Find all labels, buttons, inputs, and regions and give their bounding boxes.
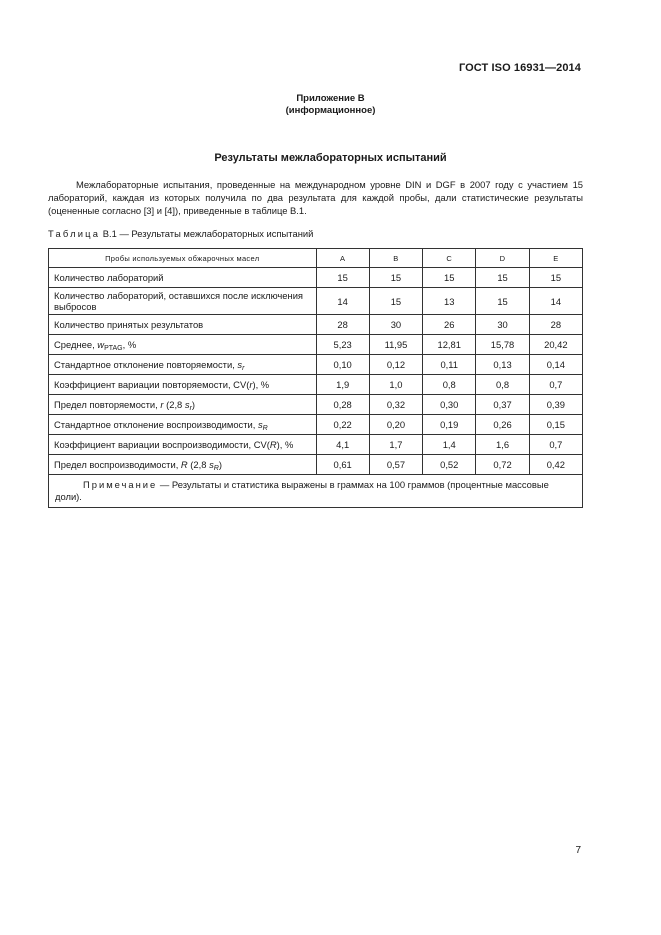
label-text: ), % xyxy=(276,439,294,450)
label-subscript-text: r xyxy=(189,405,192,412)
header-col-a: A xyxy=(316,249,369,268)
label-text: Стандартное отклонение воспроизводимости, xyxy=(54,419,258,430)
row-label: Количество принятых результатов xyxy=(49,315,317,335)
table-row xyxy=(49,315,583,335)
cell-value: 26 xyxy=(423,315,476,335)
cell-value: 0,7 xyxy=(529,435,582,455)
cell-value: 30 xyxy=(476,315,529,335)
cell-value: 0,19 xyxy=(423,415,476,435)
page-number: 7 xyxy=(575,845,581,856)
annex-subtitle: (информационное) xyxy=(285,105,376,116)
table-row xyxy=(49,268,583,288)
row-label xyxy=(49,435,317,455)
table-row xyxy=(49,395,583,415)
cell-value: 14 xyxy=(316,288,369,315)
cell-value: 5,23 xyxy=(316,335,369,355)
cell-value: 0,8 xyxy=(476,375,529,395)
table-row xyxy=(49,455,583,475)
label-text: Среднее, xyxy=(54,339,98,350)
row-label: Количество лабораторий xyxy=(49,268,317,288)
table-note-row xyxy=(49,475,583,508)
table-row xyxy=(49,435,583,455)
cell-value: 0,39 xyxy=(529,395,582,415)
intro-text: Межлабораторные испытания, проведенные на международном уровне DIN и DGF в 2007 году с участием 15 лабораторий, каждая из которых получила по два результата для каждой пробы, дали статистические результаты (оцененные согласно [3] и [4]), приведенные в таблице В.1. xyxy=(48,179,583,216)
cell-value: 15 xyxy=(529,268,582,288)
cell-value: 14 xyxy=(529,288,582,315)
cell-value: 0,26 xyxy=(476,415,529,435)
row-label xyxy=(49,355,317,375)
header-col-e: E xyxy=(529,249,582,268)
cell-value: 11,95 xyxy=(369,335,422,355)
cell-value: 13 xyxy=(423,288,476,315)
cell-value: 1,6 xyxy=(476,435,529,455)
label-subscript xyxy=(263,425,268,432)
cell-value: 15 xyxy=(423,268,476,288)
label-subscript-text: R xyxy=(262,425,268,432)
cell-value: 12,81 xyxy=(423,335,476,355)
table-row xyxy=(49,335,583,355)
cell-value: 20,42 xyxy=(529,335,582,355)
cell-value: 15 xyxy=(476,268,529,288)
cell-value: 1,9 xyxy=(316,375,369,395)
cell-value: 0,12 xyxy=(369,355,422,375)
label-subscript: PTAG xyxy=(104,345,123,352)
row-label xyxy=(49,335,317,355)
label-text: ) xyxy=(218,459,222,470)
table-row xyxy=(49,355,583,375)
label-text: (2,8 xyxy=(187,459,210,470)
results-table xyxy=(48,248,583,508)
cell-value: 0,14 xyxy=(529,355,582,375)
label-variable: s xyxy=(209,459,214,470)
cell-value: 15,78 xyxy=(476,335,529,355)
table-row xyxy=(49,288,583,315)
document-code: ГОСТ ISO 16931—2014 xyxy=(458,62,581,74)
table-note xyxy=(49,475,583,508)
header-sample-label: Пробы используемых обжарочных масел xyxy=(49,249,317,268)
table-header-row xyxy=(49,249,583,268)
label-variable: R xyxy=(180,459,188,470)
cell-value: 0,61 xyxy=(316,455,369,475)
cell-value: 0,15 xyxy=(529,415,582,435)
cell-value: 0,22 xyxy=(316,415,369,435)
cell-value: 1,7 xyxy=(369,435,422,455)
label-text: Стандартное отклонение повторяемости, xyxy=(54,359,238,370)
cell-value: 30 xyxy=(369,315,422,335)
cell-value: 0,42 xyxy=(529,455,582,475)
cell-value: 28 xyxy=(529,315,582,335)
cell-value: 1,4 xyxy=(423,435,476,455)
header-col-d: D xyxy=(476,249,529,268)
label-subscript-text: R xyxy=(213,465,219,472)
cell-value: 28 xyxy=(316,315,369,335)
cell-value: 0,20 xyxy=(369,415,422,435)
row-label xyxy=(49,415,317,435)
cell-value: 0,11 xyxy=(423,355,476,375)
label-text: (2,8 xyxy=(163,399,185,410)
label-variable: w xyxy=(97,339,105,350)
annex-title: Приложение В xyxy=(296,93,365,104)
cell-value: 0,28 xyxy=(316,395,369,415)
cell-value: 0,72 xyxy=(476,455,529,475)
label-variable: R xyxy=(269,439,277,450)
cell-value: 0,13 xyxy=(476,355,529,375)
cell-value: 15 xyxy=(316,268,369,288)
section-title: Результаты межлабораторных испытаний xyxy=(214,152,447,164)
annex-heading xyxy=(0,93,661,117)
label-text: ), % xyxy=(252,379,270,390)
label-text: Коэффициент вариации повторяемости, CV( xyxy=(54,379,250,390)
cell-value: 1,0 xyxy=(369,375,422,395)
label-subscript-text: r xyxy=(242,365,245,372)
cell-value: 0,8 xyxy=(423,375,476,395)
label-variable: s xyxy=(237,359,243,370)
cell-value: 15 xyxy=(369,288,422,315)
header-col-b: B xyxy=(369,249,422,268)
label-variable: s xyxy=(257,419,263,430)
intro-paragraph xyxy=(48,178,583,217)
label-variable: s xyxy=(184,399,190,410)
row-label xyxy=(49,455,317,475)
label-variable: r xyxy=(160,399,164,410)
label-text: Коэффициент вариации воспроизводимости, CV( xyxy=(54,439,270,450)
cell-value: 0,52 xyxy=(423,455,476,475)
label-subscript xyxy=(242,365,244,372)
label-text: ) xyxy=(191,399,196,410)
cell-value: 0,30 xyxy=(423,395,476,415)
cell-value: 0,32 xyxy=(369,395,422,415)
cell-value: 0,37 xyxy=(476,395,529,415)
cell-value: 0,57 xyxy=(369,455,422,475)
label-text: Предел воспроизводимости, xyxy=(54,459,181,470)
table-caption-word: Таблица xyxy=(48,228,101,239)
table-row xyxy=(49,415,583,435)
table-caption xyxy=(48,228,313,239)
note-word: Примечание xyxy=(83,479,158,490)
note-text: — Результаты и статистика выражены в граммах на 100 граммов (процентные массовые доли). xyxy=(55,479,549,502)
label-text: Предел повторяемости, xyxy=(54,399,161,410)
header-col-c: C xyxy=(423,249,476,268)
cell-value: 0,10 xyxy=(316,355,369,375)
cell-value: 4,1 xyxy=(316,435,369,455)
cell-value: 0,7 xyxy=(529,375,582,395)
row-label xyxy=(49,395,317,415)
row-label: Количество лабораторий, оставшихся после исключения выбросов xyxy=(49,288,317,315)
label-text: , % xyxy=(122,339,137,350)
label-variable: r xyxy=(249,379,253,390)
table-caption-text: В.1 — Результаты межлабораторных испытаний xyxy=(100,228,314,239)
cell-value: 15 xyxy=(369,268,422,288)
cell-value: 15 xyxy=(476,288,529,315)
row-label xyxy=(49,375,317,395)
table-row xyxy=(49,375,583,395)
